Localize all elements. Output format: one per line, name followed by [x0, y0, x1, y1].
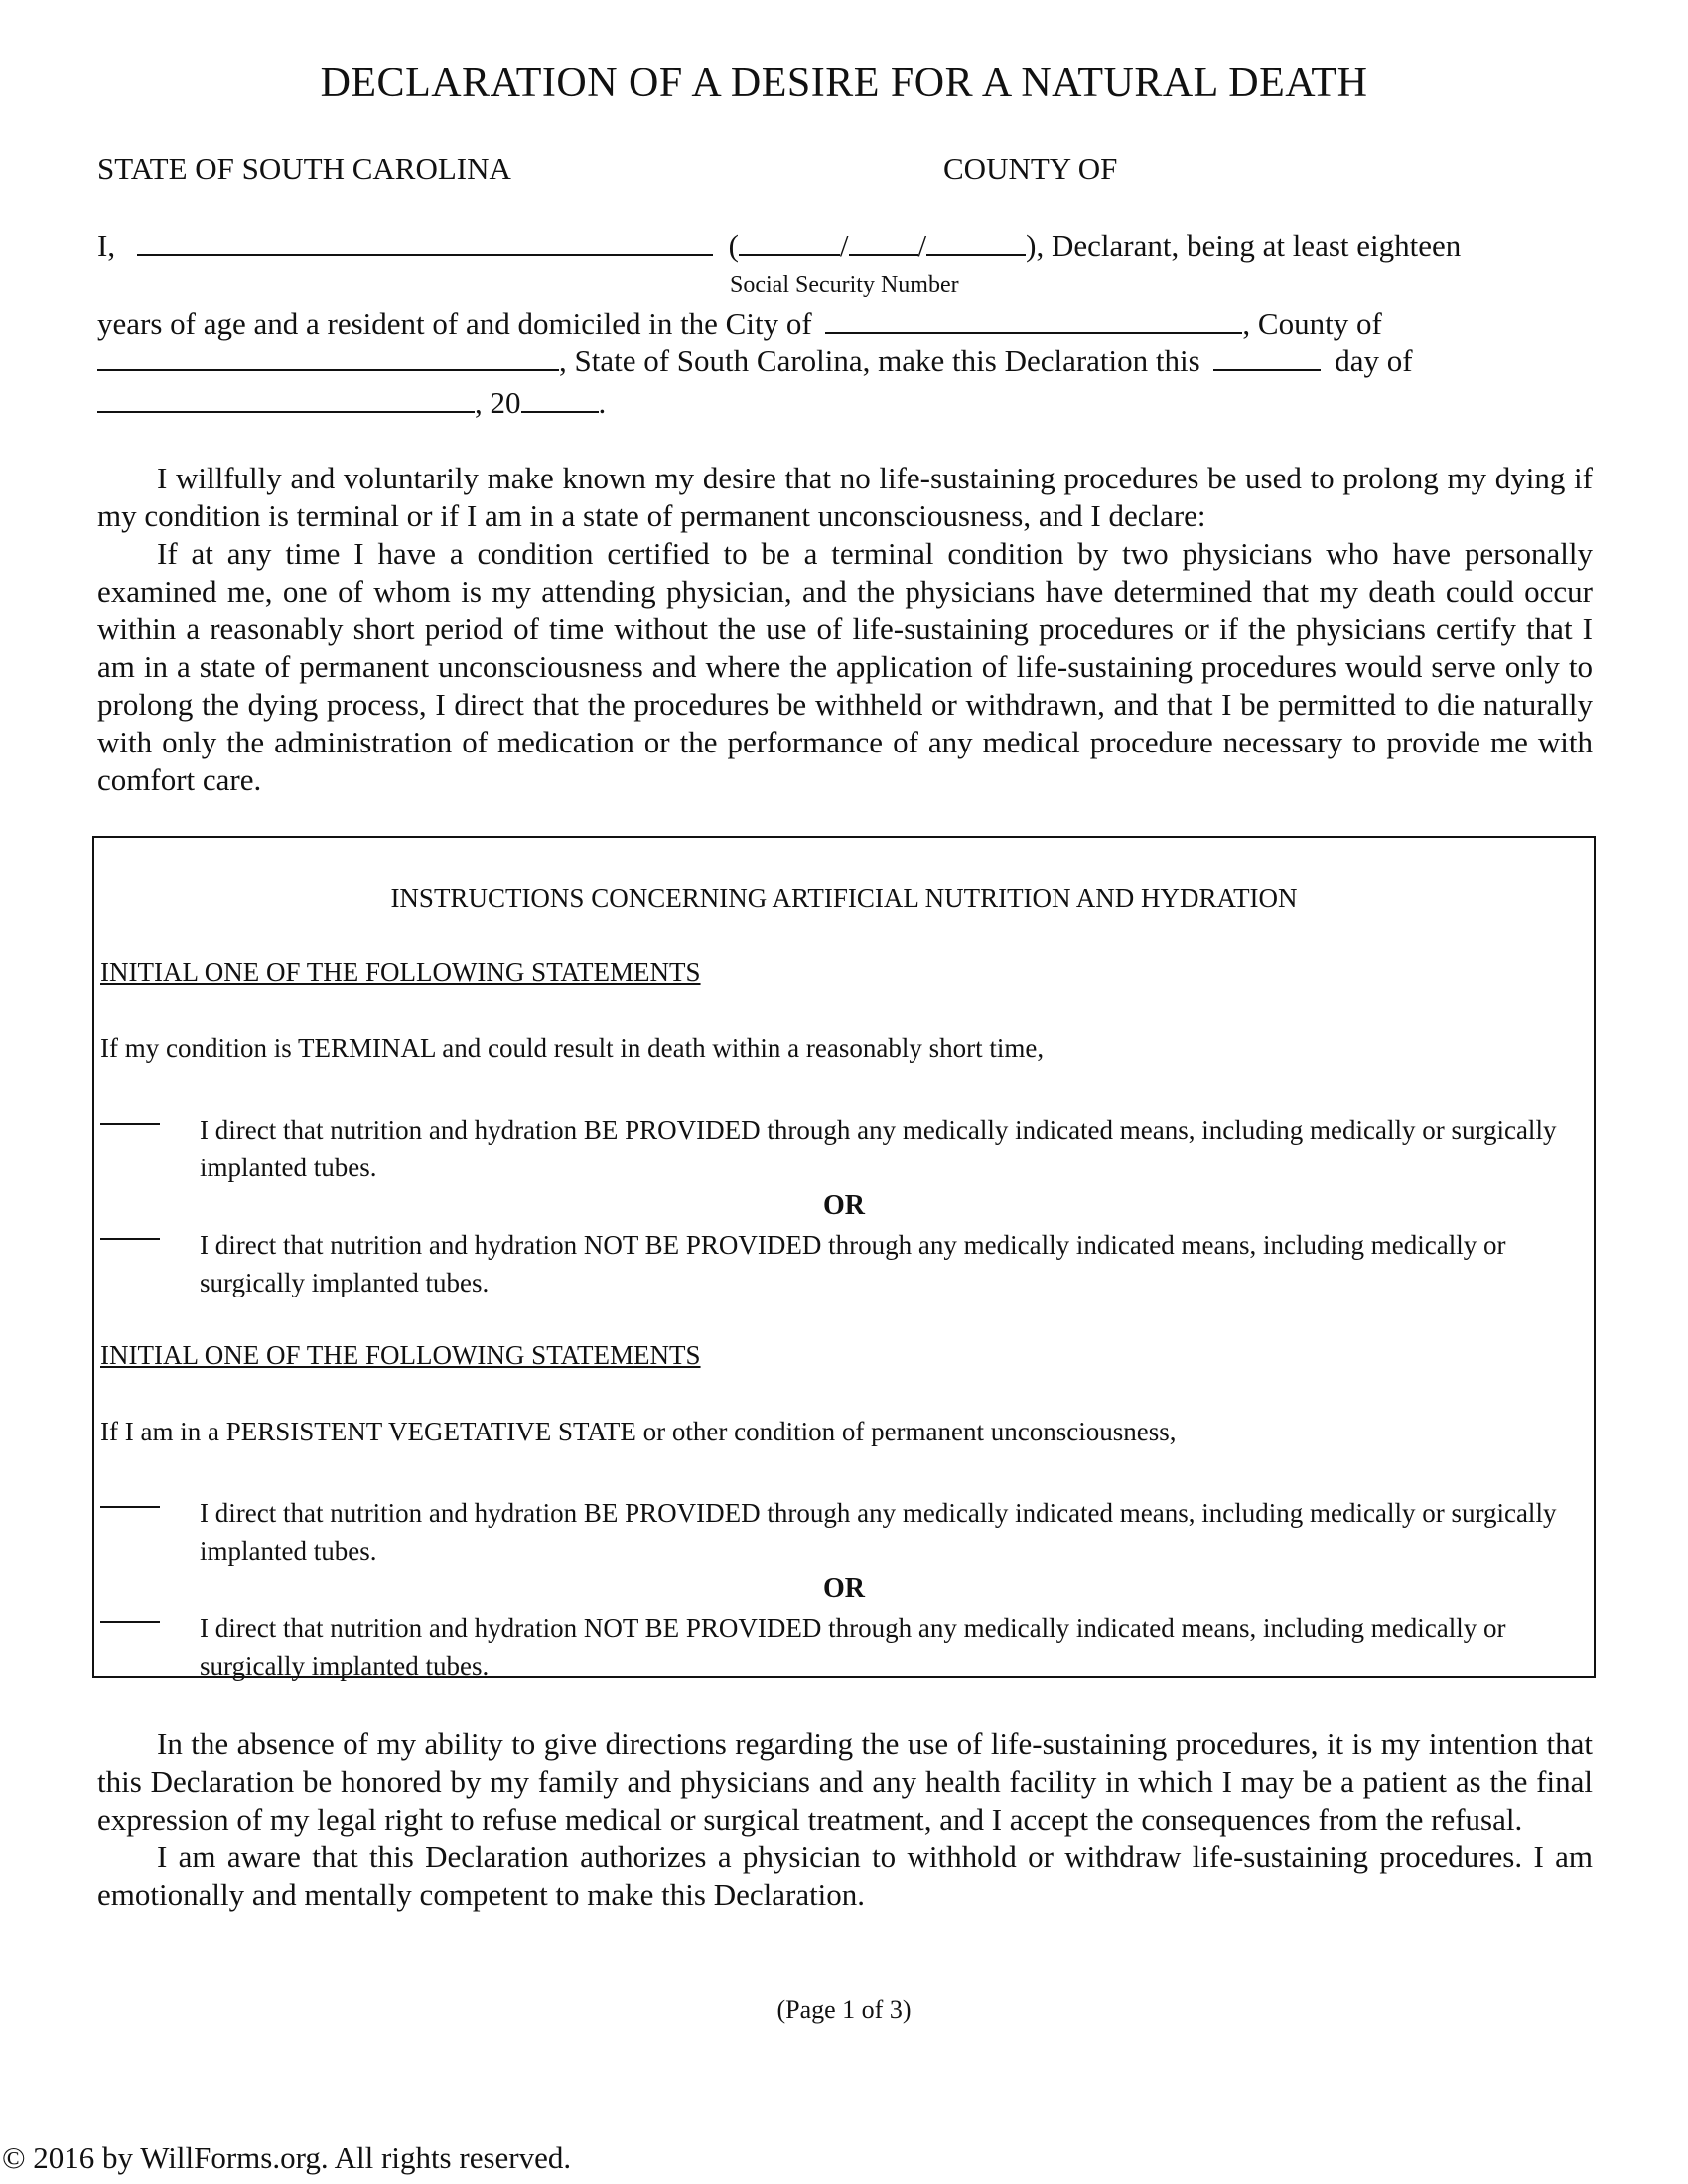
or-separator-1: OR: [823, 1190, 865, 1221]
paragraph-2: If at any time I have a condition certified to be a terminal condition by two physicians who have personally examined me, one of whom is my attending physician, and the physicians have determined that my death could occur within a reasonably short period of time without the use of life-sustaining procedures or if the physicians certify that I am in a state of permanent unconsciousness and where the application of life-sustaining procedures would serve only to prolong the dying process, I direct that the procedures be withheld or withdrawn, and that I be permitted to die naturally with only the administration of medication or the performance of any medical procedure necessary to provide me with comfort care.: [97, 536, 1593, 797]
ssn-part2-field[interactable]: [849, 230, 918, 256]
initial-label-2: INITIAL ONE OF THE FOLLOWING STATEMENTS: [100, 1340, 701, 1370]
declaration-body: [97, 460, 1593, 799]
terminal-provided-option: I direct that nutrition and hydration BE PROVIDED through any medically indicated means, including medically or surgically implanted tubes.: [200, 1115, 1557, 1182]
line3-text: , State of South Carolina, make this Declaration this: [559, 343, 1200, 378]
closing-body: [97, 1725, 1593, 1914]
paragraph-4: I am aware that this Declaration authorizes a physician to withhold or withdraw life-sustaining procedures. I am emotionally and mentally competent to make this Declaration.: [97, 1840, 1593, 1912]
date-line: , 20 .: [97, 385, 606, 421]
initial-label-1: INITIAL ONE OF THE FOLLOWING STATEMENTS: [100, 957, 701, 987]
terminal-not-provided-option: I direct that nutrition and hydration NOT BE PROVIDED through any medically indicated means, including medically or surgically implanted tubes.: [200, 1230, 1506, 1297]
ssn-part1-field[interactable]: [739, 230, 840, 256]
terminal-condition-text: If my condition is TERMINAL and could result in death within a reasonably short time,: [100, 1033, 1045, 1063]
residence-line: [97, 306, 1382, 341]
county-state-line: [97, 343, 1413, 379]
day-field[interactable]: [1213, 345, 1321, 371]
paragraph-1: I willfully and voluntarily make known my desire that no life-sustaining procedures be used to prolong my dying if my condition is terminal or if I am in a state of permanent unconsciousness, and I declare:: [97, 461, 1593, 533]
line1-prefix: I,: [97, 228, 116, 263]
nutrition-instructions-box: [92, 836, 1596, 1681]
document-title: DECLARATION OF A DESIRE FOR A NATURAL DEATH: [320, 61, 1368, 106]
state-label: STATE OF SOUTH CAROLINA: [97, 151, 511, 186]
vegetative-condition-text: If I am in a PERSISTENT VEGETATIVE STATE or other condition of permanent unconsciousness,: [100, 1417, 1177, 1446]
declarant-name-field[interactable]: [137, 230, 713, 256]
vegetative-not-provided-option: I direct that nutrition and hydration NOT BE PROVIDED through any medically indicated means, including medically or surgically implanted tubes.: [200, 1613, 1506, 1681]
county-label: COUNTY OF: [943, 151, 1118, 186]
line1-suffix: ), Declarant, being at least eighteen: [1026, 228, 1462, 263]
line2-text: years of age and a resident of and domiciled in the City of: [97, 306, 812, 341]
ssn-caption: Social Security Number: [730, 272, 959, 298]
ssn-part3-field[interactable]: [926, 230, 1026, 256]
vegetative-provided-option: I direct that nutrition and hydration BE PROVIDED through any medically indicated means, including medically or surgically implanted tubes.: [200, 1498, 1557, 1566]
city-field[interactable]: [825, 308, 1242, 334]
initial-blank-vegetative-provided[interactable]: [100, 1495, 160, 1513]
box-heading: INSTRUCTIONS CONCERNING ARTIFICIAL NUTRITION AND HYDRATION: [390, 884, 1298, 913]
month-field[interactable]: [97, 387, 475, 413]
paragraph-3: In the absence of my ability to give directions regarding the use of life-sustaining procedures, it is my intention that this Declaration be honored by my family and physicians and any health facility in which I may be a patient as the final expression of my legal right to refuse medical or surgical treatment, and I accept the consequences from the refusal.: [97, 1726, 1593, 1837]
county-field[interactable]: [97, 345, 559, 371]
copyright-notice: © 2016 by WillForms.org. All rights reserved.: [2, 2140, 572, 2175]
initial-blank-terminal-not-provided[interactable]: [100, 1227, 160, 1245]
or-separator-2: OR: [823, 1573, 865, 1604]
initial-blank-terminal-provided[interactable]: [100, 1112, 160, 1130]
line4-text: , 20: [475, 385, 521, 420]
line2-suffix: , County of: [1242, 306, 1382, 341]
declarant-line: I, ( / / ), Declarant, being at least eighteen: [97, 228, 1462, 263]
initial-blank-vegetative-not-provided[interactable]: [100, 1610, 160, 1628]
page-number: (Page 1 of 3): [776, 1995, 912, 2024]
year-field[interactable]: [521, 387, 599, 413]
line3-suffix: day of: [1335, 343, 1413, 378]
